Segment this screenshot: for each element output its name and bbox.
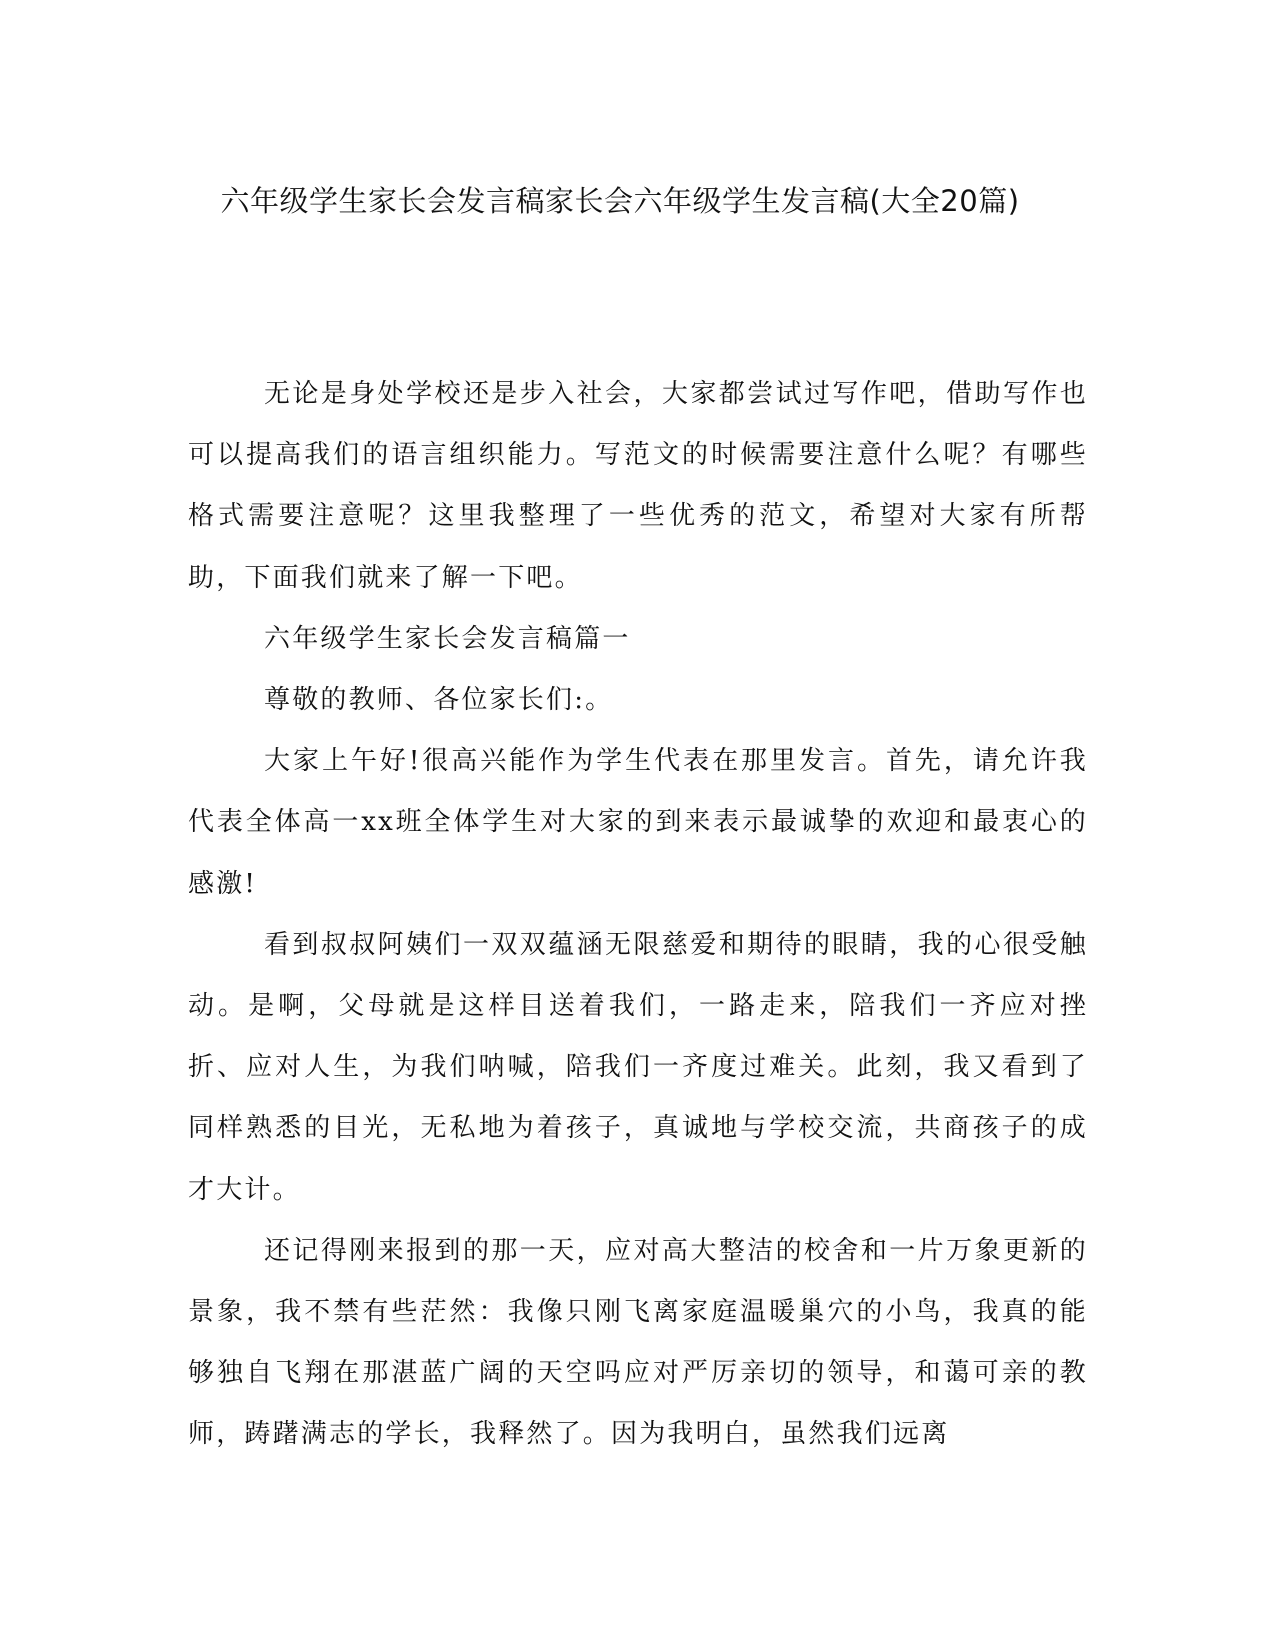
document-body bbox=[188, 364, 1088, 1466]
salutation: 尊敬的教师、各位家长们:。 bbox=[264, 685, 614, 716]
document-title: 六年级学生家长会发言稿家长会六年级学生发言稿(大全20篇) bbox=[220, 184, 1020, 218]
paragraph: 大家上午好!很高兴能作为学生代表在那里发言。首先，请允许我代表全体高一xx班全体学生对大家的到来表示最诚挚的欢迎和最衷心的感激! bbox=[188, 746, 1088, 899]
paragraph: 看到叔叔阿姨们一双双蕴涵无限慈爱和期待的眼睛，我的心很受触动。是啊，父母就是这样目送着我们，一路走来，陪我们一齐应对挫折、应对人生，为我们呐喊，陪我们一齐度过难关。此刻，我又看到了同样熟悉的目光，无私地为着孩子，真诚地与学校交流，共商孩子的成才大计。 bbox=[188, 929, 1088, 1205]
section-heading: 六年级学生家长会发言稿篇一 bbox=[264, 623, 631, 654]
paragraph-intro: 无论是身处学校还是步入社会，大家都尝试过写作吧，借助写作也可以提高我们的语言组织能力。写范文的时候需要注意什么呢？有哪些格式需要注意呢？这里我整理了一些优秀的范文，希望对大家有所帮助，下面我们就来了解一下吧。 bbox=[188, 379, 1088, 593]
paragraph: 还记得刚来报到的那一天，应对高大整洁的校舍和一片万象更新的景象，我不禁有些茫然：我像只刚飞离家庭温暖巢穴的小鸟，我真的能够独自飞翔在那湛蓝广阔的天空吗应对严厉亲切的领导，和蔼可亲的教师，踌躇满志的学长，我释然了。因为我明白，虽然我们远离 bbox=[188, 1235, 1088, 1450]
